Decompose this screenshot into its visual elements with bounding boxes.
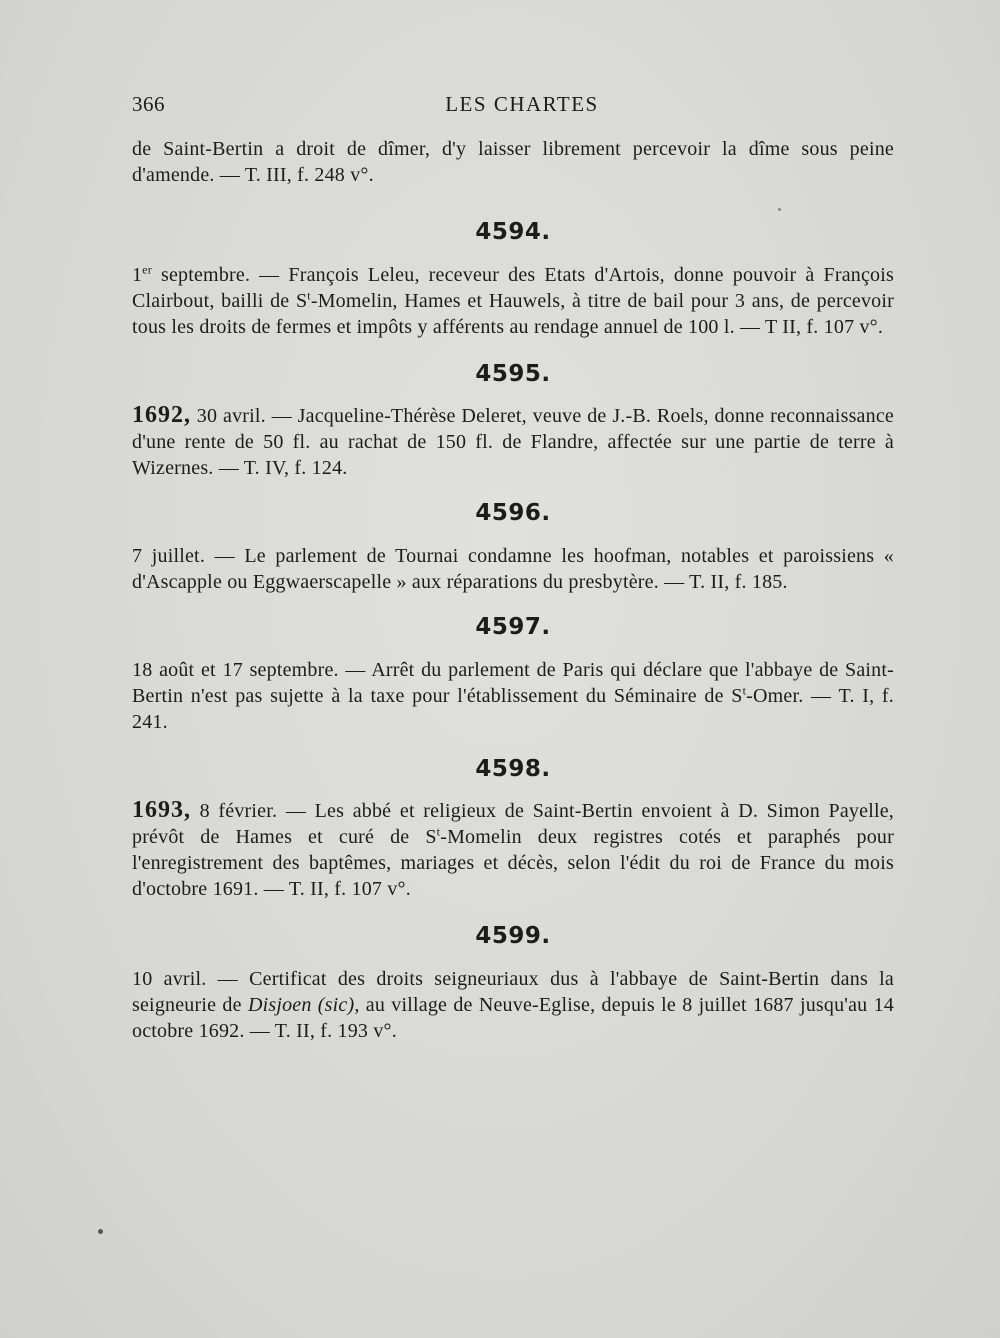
continued-paragraph bbox=[132, 136, 894, 188]
text-part: septembre. — François Leleu, receveur des Etats d'Artois, donne pouvoir à François Clairbout, bailli de S bbox=[132, 264, 894, 312]
charter-text-4596 bbox=[132, 543, 894, 595]
paper-speck bbox=[778, 208, 781, 211]
text-part: 1 bbox=[132, 264, 143, 286]
charter-number-4596: 4596. bbox=[475, 500, 551, 526]
text-part: -Omer. — T. I, f. 241. bbox=[132, 685, 894, 733]
charter-number-4599: 4599. bbox=[475, 923, 551, 949]
page-body bbox=[132, 136, 894, 1044]
text-part: 7 juillet. — Le parlement de Tournai condamne les hoofman, notables et paroissiens « d'Ascapple ou Eggwaerscapelle » aux réparations du presbytère. — T. II, f. 185. bbox=[132, 545, 894, 593]
charter-text-4595 bbox=[132, 402, 894, 481]
superscript: t bbox=[307, 288, 311, 303]
text-part: au village de Neuve-Eglise, depuis le 8 juillet 1687 jusqu'au 14 octobre 1692. — T. II, f. 193 v°. bbox=[132, 994, 895, 1042]
text-part: 10 avril. — Certificat des droits seigneuriaux dus à l'abbaye de Saint-Bertin dans la seigneurie de bbox=[132, 968, 894, 1016]
superscript: t bbox=[436, 824, 441, 839]
charter-text-4598 bbox=[132, 797, 894, 902]
charter-number-4594: 4594. bbox=[475, 219, 551, 245]
paragraph-text: de Saint-Bertin a droit de dîmer, d'y laisser librement percevoir la dîme sous peine d'amende. — T. III, f. 248 v°. bbox=[132, 138, 894, 186]
page-number: 366 bbox=[132, 92, 165, 116]
text-part: 30 avril. — Jacqueline-Thérèse Deleret, veuve de J.-B. Roels, donne reconnaissance d'une rente de 50 fl. au rachat de 150 fl. de Flandre, affectée sur une partie de terre à Wizernes. — T. IV, f. 124. bbox=[132, 405, 894, 479]
charter-text-4599 bbox=[132, 966, 894, 1044]
charter-number-4598: 4598. bbox=[475, 756, 551, 782]
text-part: 18 août et 17 septembre. — Arrêt du parlement de Paris qui déclare que l'abbaye de Saint-Bertin n'est pas sujette à la taxe pour l'établissement du Séminaire de S bbox=[132, 659, 894, 707]
text-part: -Momelin deux registres cotés et paraphés pour l'enregistrement des baptêmes, mariages et décès, selon l'édit du roi de France du mois d'octobre 1691. — T. II, f. 107 v°. bbox=[132, 826, 894, 900]
year: 1692, bbox=[132, 402, 191, 428]
italic-text: Disjoen (sic), bbox=[247, 994, 360, 1016]
text-part: -Momelin, Hames et Hauwels, à titre de bail pour 3 ans, de percevoir tous les droits de fermes et impôts y afférents au rendage annuel de 100 l. — T II, f. 107 v°. bbox=[132, 290, 894, 338]
paper-speck bbox=[98, 1229, 103, 1234]
charter-text-4597 bbox=[132, 657, 894, 735]
charter-number-4597: 4597. bbox=[475, 614, 551, 640]
superscript: er bbox=[142, 262, 152, 277]
text-part: 8 février. — Les abbé et religieux de Saint-Bertin envoient à D. Simon Payelle, prévôt de Hames et curé de S bbox=[132, 800, 894, 848]
charter-text-4594 bbox=[132, 262, 894, 340]
superscript: t bbox=[742, 683, 747, 698]
running-title: LES CHARTES bbox=[445, 92, 599, 116]
charter-number-4595: 4595. bbox=[475, 361, 551, 387]
year: 1693, bbox=[132, 797, 191, 823]
page-header bbox=[132, 92, 892, 120]
